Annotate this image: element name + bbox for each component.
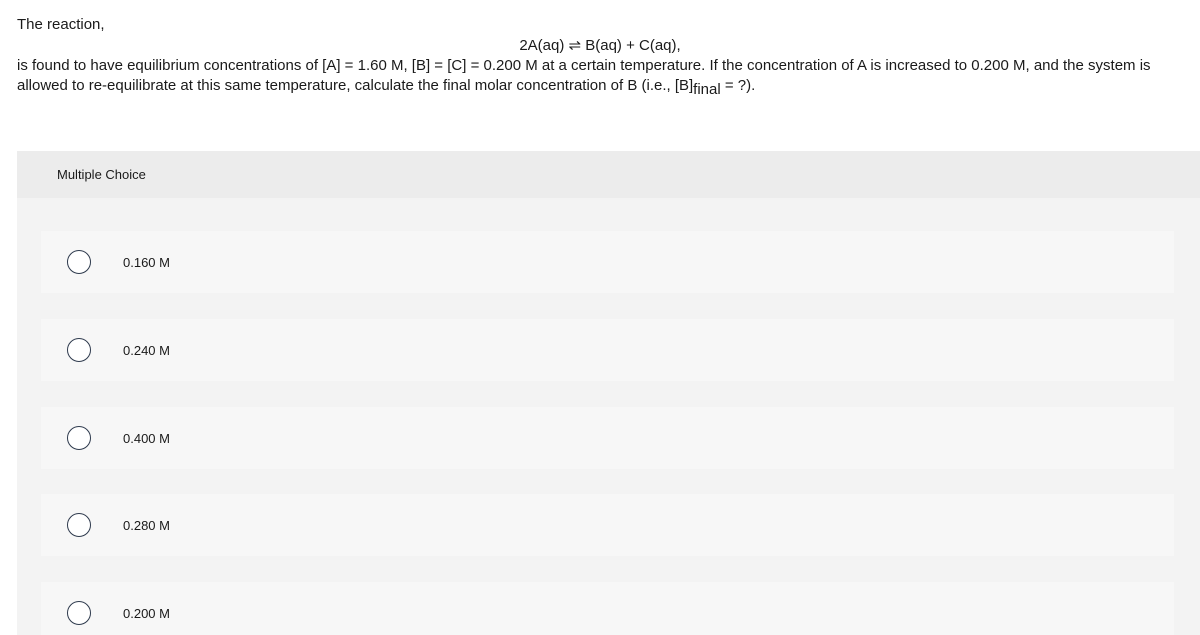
choice-label: 0.400 M	[123, 430, 170, 446]
question-text-main: is found to have equilibrium concentrations of [A] = 1.60 M, [B] = [C] = 0.200 M at a certain temperature. If the concentration of A is increased to 0.200 M, and the system is allowed to re-equilibrate at this same temperature, calculate the final molar concentration of B (i.e., [B]	[17, 57, 1151, 94]
reaction-equation: 2A(aq) ⇌ B(aq) + C(aq),	[519, 37, 681, 54]
question-intro: The reaction,	[17, 16, 105, 33]
radio-button-icon[interactable]	[67, 513, 91, 537]
choice-label: 0.240 M	[123, 342, 170, 358]
choice-label: 0.280 M	[123, 517, 170, 533]
choice-label: 0.200 M	[123, 605, 170, 621]
choice-option-3[interactable]	[41, 407, 1174, 469]
radio-button-icon[interactable]	[67, 338, 91, 362]
radio-button-icon[interactable]	[67, 426, 91, 450]
radio-button-icon[interactable]	[67, 601, 91, 625]
multiple-choice-header: Multiple Choice	[17, 151, 1200, 198]
choice-option-1[interactable]	[41, 231, 1174, 293]
question-text	[17, 56, 1187, 96]
choice-option-4[interactable]	[41, 494, 1174, 556]
choice-option-5[interactable]	[41, 582, 1174, 635]
question-text-subscript: final	[693, 81, 721, 98]
multiple-choice-panel	[17, 151, 1200, 635]
radio-button-icon[interactable]	[67, 250, 91, 274]
choice-option-2[interactable]	[41, 319, 1174, 381]
question-text-end: = ?).	[720, 77, 756, 94]
choice-label: 0.160 M	[123, 254, 170, 270]
